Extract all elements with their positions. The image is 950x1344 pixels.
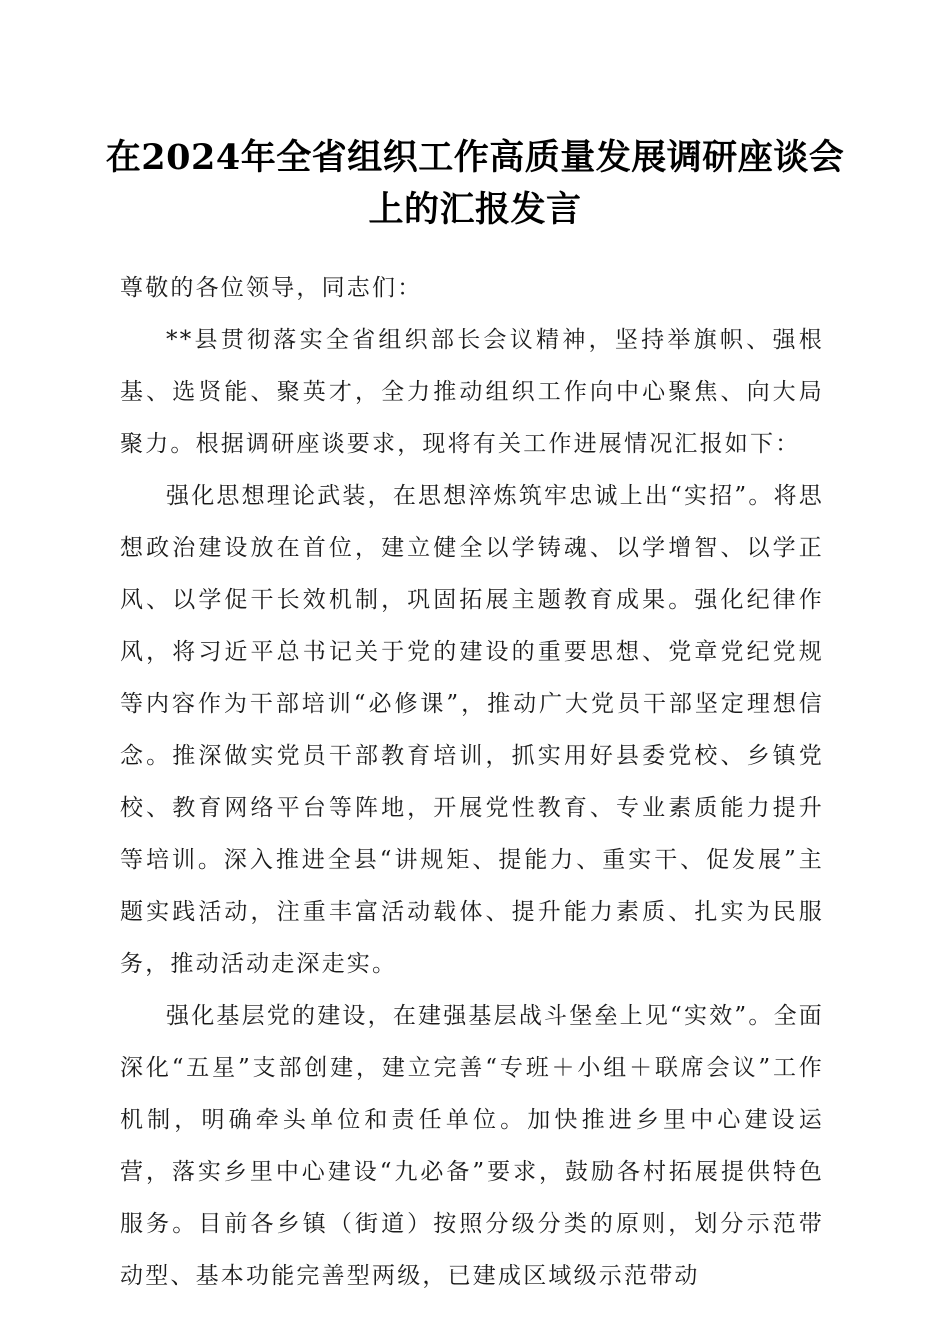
paragraph-grassroots: 强化基层党的建设，在建强基层战斗堡垒上见“实效”。全面深化“五星”支部创建，建立完善“专班＋小组＋联席会议”工作机制，明确牵头单位和责任单位。加快推进乡里中心建设运营，落实乡里中心建设“九必备”要求，鼓励各村拓展提供特色服务。目前各乡镇（街道）按照分级分类的原则，划分示范带动型、基本功能完善型两级，已建成区域级示范带动 [120, 1003, 824, 1289]
document-title: 在2024年全省组织工作高质量发展调研座谈会上的汇报发言 [105, 137, 845, 230]
document-body [120, 262, 824, 1302]
salutation: 尊敬的各位领导，同志们： [120, 275, 423, 301]
paragraph-ideology: 强化思想理论武装，在思想淬炼筑牢忠诚上出“实招”。将思想政治建设放在首位，建立健全以学铸魂、以学增智、以学正风、以学促干长效机制，巩固拓展主题教育成果。强化纪律作风，将习近平总书记关于党的建设的重要思想、党章党纪党规等内容作为干部培训“必修课”，推动广大党员干部坚定理想信念。推深做实党员干部教育培训，抓实用好县委党校、乡镇党校、教育网络平台等阵地，开展党性教育、专业素质能力提升等培训。深入推进全县“讲规矩、提能力、重实干、促发展”主题实践活动，注重丰富活动载体、提升能力素质、扎实为民服务，推动活动走深走实。 [120, 483, 824, 977]
paragraph-intro: **县贯彻落实全省组织部长会议精神，坚持举旗帜、强根基、选贤能、聚英才，全力推动组织工作向中心聚焦、向大局聚力。根据调研座谈要求，现将有关工作进展情况汇报如下： [120, 327, 824, 457]
